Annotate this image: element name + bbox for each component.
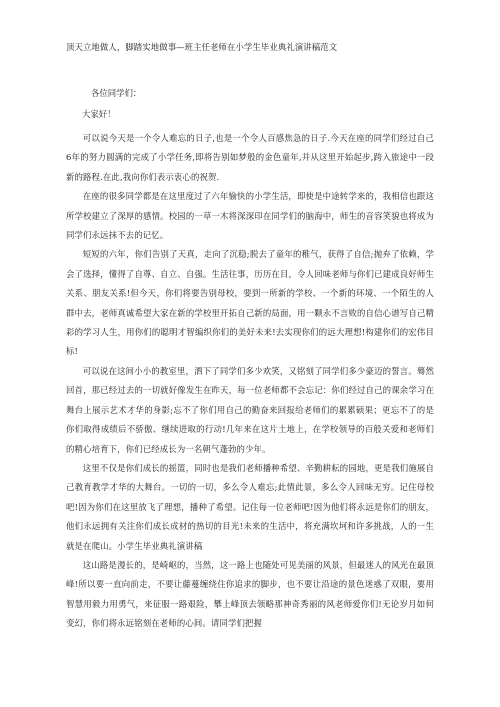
paragraph-6: 这山路是漫长的，是崎岖的，当然，这一路上也随处可见美丽的风景，但最迷人的风光在最顶峰!所以要一直向前走，不要让藤蔓缠绕住你追求的脚步，也不要让沿途的景色迷惑了双眼，要用智慧用毅力用勇气，来征服一路艰险，攀上峰顶去领略那神奇秀丽的风老师爱你们!无论岁月如何变幻，你们将永远铭刻在老师的心间。请同学们把握 [66,559,434,629]
document-title: 顶天立地做人，脚踏实地做事—班主任老师在小学生毕业典礼演讲稿范文 [66,42,338,52]
paragraph-2: 在座的很多同学都是在这里度过了六年愉快的小学生活，即使是中途转学来的，我相信也跟这所学校建立了深厚的感情。校园的一草一木将深深印在同学们的脑海中，师生的音容笑貌也将成为同学们永远抹不去的记忆。 [66,191,434,241]
paragraph-3: 短短的六年，你们告别了天真，走向了沉稳;脱去了童年的稚气，获得了自信;抛弃了依赖，学会了选择，懂得了自尊、自立、自强。生活往事，历历在目，令人回味老师与你们已建成良好师生关系、朋友关系!但今天，你们将要告别母校，要到一所新的学校、一个新的环境、一个陌生的人群中去，老师真诚希望大家在新的学校里开拓自己新的局面，用一颗永不言败的自信心谱写自己精彩的学习人生，用你们的聪明才智编织你们的美好未来!去实现你们的远大理想!构建你们的宏伟目标! [66,249,434,357]
salutation-line: 大家好！ [82,109,116,119]
paragraph-5: 这里不仅是你们成长的摇篮，同时也是我们老师播种希望、辛勤耕耘的园地，更是我们施展自己教育教学才华的大舞台。一切的一切，多么令人难忘;此情此景，多么令人回味无穷。记住母校吧!因为你们在这里放飞了理想，播种了希望。记住每一位老师吧!因为他们将永远是你们的朋友，他们永远拥有关注你们成长成材的热切的目光!未来的生活中，将充满坎坷和许多挑战，人的一生就是在爬山。小学生毕业典礼演讲稿 [66,462,434,551]
paragraph-1: 可以说今天是一个令人难忘的日子,也是一个令人百感焦急的日子.今天在座的同学们经过自己6年的努力圆满的完成了小学任务,即将告别如梦般的金色童年,并从这里开始起步,跨入旅途中一段新的路程.在此,我向你们表示衷心的祝贺. [66,133,434,182]
greeting-line: 各位同学们： [91,88,142,98]
document-body [66,129,434,634]
paragraph-4: 可以说在这间小小的教室里，洒下了同学们多少欢笑，又铭刻了同学们多少豪迈的誓言。蓦然回首，那已经过去的一切就好像发生在昨天，每一位老师都不会忘记：你们经过自己的课余学习在舞台上展示艺术才华的身影;忘不了你们用自己的勤奋来回报给老师们的累累硕果；更忘不了的是你们取得成绩后不骄傲、继续进取的行动!几年来在这片土地上，在学校领导的百般关爱和老师们的精心培育下，你们已经成长为一名朝气蓬勃的少年。 [66,365,434,454]
